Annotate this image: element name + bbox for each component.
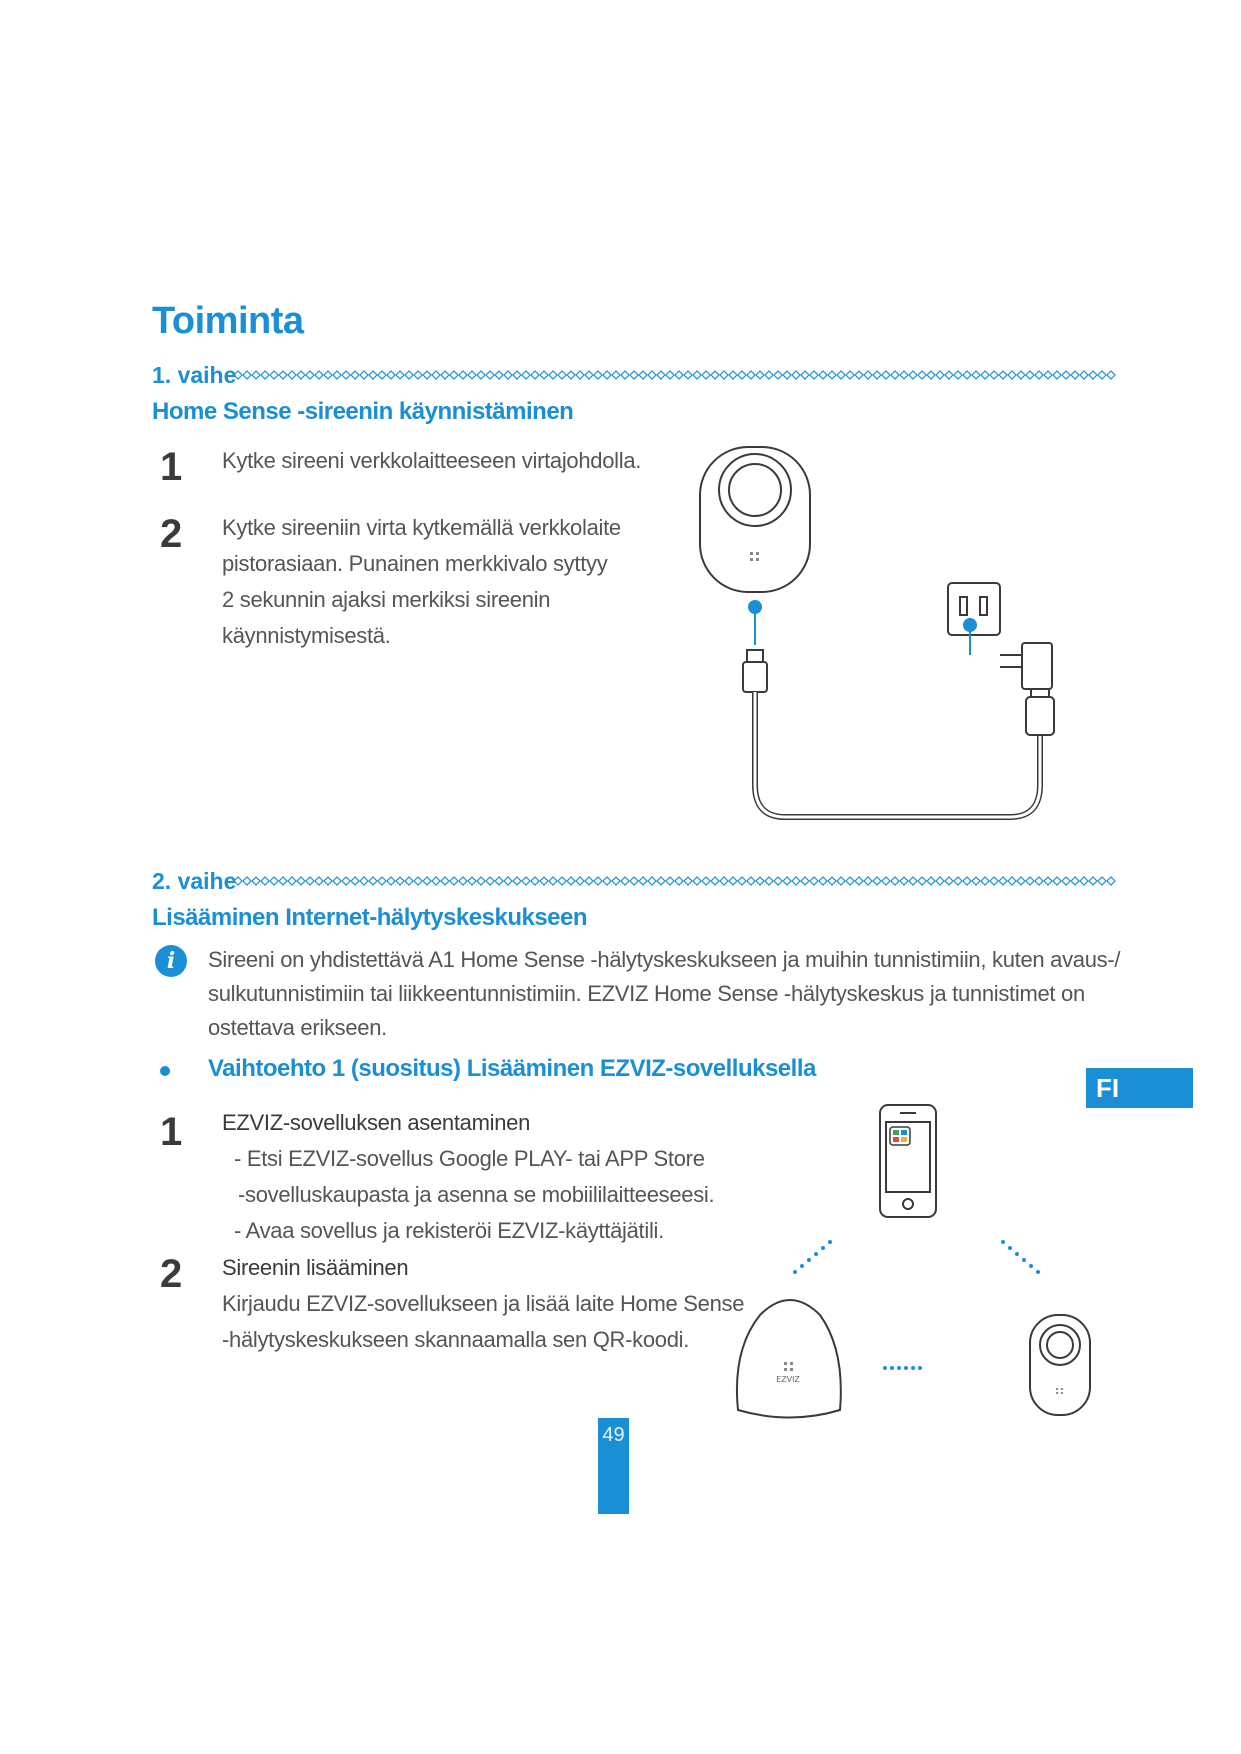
step2-item2-text — [222, 1250, 744, 1358]
diamond-mark — [234, 371, 242, 379]
diamond-mark — [783, 877, 791, 885]
diamond-mark — [1026, 877, 1034, 885]
page-title: Toiminta — [152, 300, 304, 342]
diamond-mark — [369, 877, 377, 885]
diamond-mark — [1044, 877, 1052, 885]
diamond-mark — [315, 371, 323, 379]
diamond-mark — [1062, 877, 1070, 885]
diamond-mark — [774, 877, 782, 885]
diamond-mark — [1107, 371, 1115, 379]
diamond-mark — [567, 371, 575, 379]
diamond-mark — [747, 877, 755, 885]
diamond-mark — [378, 877, 386, 885]
usb-a-plug — [1026, 685, 1054, 735]
diamond-mark — [1017, 877, 1025, 885]
diamond-mark — [738, 877, 746, 885]
diamond-mark — [369, 371, 377, 379]
diamond-mark — [396, 371, 404, 379]
info-icon: i — [155, 945, 187, 977]
diamond-mark — [405, 371, 413, 379]
diamond-mark — [648, 371, 656, 379]
diamond-mark — [324, 371, 332, 379]
diamond-mark — [846, 877, 854, 885]
diamond-mark — [981, 371, 989, 379]
diamond-mark — [396, 877, 404, 885]
diamond-mark — [918, 877, 926, 885]
diamond-mark — [360, 371, 368, 379]
diamond-mark — [603, 877, 611, 885]
step2-subheading: Lisääminen Internet-hälytyskeskukseen — [152, 904, 588, 931]
bullet-icon — [160, 1066, 170, 1076]
diamond-mark — [963, 877, 971, 885]
diamond-mark — [1062, 371, 1070, 379]
diamond-mark — [873, 877, 881, 885]
text-line: sulkutunnistimiin tai liikkeentunnistimiin. EZVIZ Home Sense -hälytyskeskus ja tunnistimet on — [208, 981, 1085, 1006]
diamond-mark — [954, 371, 962, 379]
diamond-mark — [747, 371, 755, 379]
diamond-mark — [324, 877, 332, 885]
diamond-mark — [351, 877, 359, 885]
step2-heading: 2. vaihe — [152, 868, 237, 894]
step1-item2-text — [222, 510, 621, 654]
diamond-mark — [981, 877, 989, 885]
diamond-mark — [684, 371, 692, 379]
diamond-mark — [504, 877, 512, 885]
diamond-mark — [882, 877, 890, 885]
diamond-mark — [540, 371, 548, 379]
diamond-mark — [1044, 371, 1052, 379]
diamond-mark — [423, 877, 431, 885]
step2-item1-text — [222, 1105, 714, 1249]
diamond-mark — [756, 371, 764, 379]
diamond-mark — [306, 371, 314, 379]
connection-dots-right — [1001, 1240, 1040, 1274]
diamond-mark — [819, 877, 827, 885]
diamond-mark — [531, 371, 539, 379]
diamond-mark — [675, 877, 683, 885]
hub-brand-label: EZVIZ — [776, 1375, 800, 1384]
diamond-mark — [927, 877, 935, 885]
diamond-mark — [450, 371, 458, 379]
diamond-mark — [864, 371, 872, 379]
diamond-mark — [342, 877, 350, 885]
info-note — [208, 943, 1120, 1045]
diamond-mark — [855, 371, 863, 379]
diamond-mark — [765, 877, 773, 885]
item-title: EZVIZ-sovelluksen asentaminen — [222, 1110, 531, 1135]
diamond-mark — [414, 371, 422, 379]
diamond-mark — [999, 371, 1007, 379]
diamond-mark — [468, 877, 476, 885]
connection-dots-middle — [883, 1366, 922, 1370]
diamond-mark — [603, 371, 611, 379]
diamond-mark — [720, 877, 728, 885]
step1-item2-number: 2 — [160, 512, 183, 556]
diamond-mark — [495, 877, 503, 885]
diamond-mark — [585, 877, 593, 885]
port-indicator — [748, 600, 762, 614]
diamond-mark — [837, 877, 845, 885]
diamond-mark — [252, 371, 260, 379]
text-line: - Etsi EZVIZ-sovellus Google PLAY- tai APP Store — [234, 1146, 705, 1171]
diamond-mark — [873, 371, 881, 379]
diamond-mark — [729, 877, 737, 885]
diamond-mark — [1071, 371, 1079, 379]
diamond-mark — [306, 877, 314, 885]
text-line: käynnistymisestä. — [222, 623, 391, 648]
hub-device — [737, 1300, 841, 1418]
diamond-mark — [432, 877, 440, 885]
diamond-mark — [351, 371, 359, 379]
power-cable — [755, 692, 1040, 817]
diamond-mark — [540, 877, 548, 885]
diamond-mark — [945, 877, 953, 885]
diamond-mark — [459, 877, 467, 885]
text-line: Kytke sireeni verkkolaitteeseen virtajohdolla. — [222, 448, 642, 473]
diamond-mark — [801, 371, 809, 379]
diamond-mark — [612, 877, 620, 885]
diamond-mark — [1089, 877, 1097, 885]
power-adapter — [1000, 643, 1052, 689]
diamond-mark — [594, 371, 602, 379]
diamond-mark — [828, 877, 836, 885]
step1-diamond-rule — [230, 368, 1120, 382]
diamond-mark — [990, 877, 998, 885]
diamond-mark — [576, 877, 584, 885]
diamond-mark — [441, 877, 449, 885]
diamond-mark — [270, 371, 278, 379]
diamond-mark — [972, 877, 980, 885]
diamond-mark — [558, 371, 566, 379]
diamond-mark — [711, 371, 719, 379]
diamond-mark — [756, 877, 764, 885]
diamond-mark — [549, 371, 557, 379]
diamond-mark — [288, 371, 296, 379]
diamond-mark — [882, 371, 890, 379]
diamond-mark — [666, 371, 674, 379]
diamond-mark — [927, 371, 935, 379]
diamond-mark — [693, 877, 701, 885]
text-line: Kirjaudu EZVIZ-sovellukseen ja lisää laite Home Sense — [222, 1291, 745, 1316]
diamond-mark — [675, 371, 683, 379]
diamond-mark — [423, 371, 431, 379]
diamond-mark — [1017, 371, 1025, 379]
text-line: -hälytyskeskukseen skannaamalla sen QR-koodi. — [222, 1327, 690, 1352]
diamond-mark — [243, 371, 251, 379]
diamond-mark — [261, 877, 269, 885]
diamond-mark — [1035, 371, 1043, 379]
diamond-mark — [270, 877, 278, 885]
text-line: - Avaa sovellus ja rekisteröi EZVIZ-käyttäjätili. — [234, 1218, 664, 1243]
diamond-mark — [720, 371, 728, 379]
diamond-mark — [783, 371, 791, 379]
diamond-mark — [972, 371, 980, 379]
item-title: Sireenin lisääminen — [222, 1255, 409, 1280]
diamond-mark — [522, 371, 530, 379]
page-number: 49 — [598, 1418, 629, 1514]
diamond-mark — [441, 371, 449, 379]
diamond-mark — [243, 877, 251, 885]
diamond-mark — [531, 877, 539, 885]
diamond-mark — [945, 371, 953, 379]
diamond-mark — [486, 371, 494, 379]
diamond-mark — [936, 877, 944, 885]
diamond-mark — [765, 371, 773, 379]
diamond-mark — [621, 877, 629, 885]
diamond-mark — [909, 371, 917, 379]
text-line: Sireeni on yhdistettävä A1 Home Sense -hälytyskeskukseen ja muihin tunnistimiin, kuten avaus-/ — [208, 947, 1121, 972]
diamond-mark — [1098, 877, 1106, 885]
diamond-mark — [279, 877, 287, 885]
diamond-mark — [585, 371, 593, 379]
option-title: Vaihtoehto 1 (suositus) Lisääminen EZVIZ-sovelluksella — [208, 1055, 816, 1082]
diamond-mark — [801, 877, 809, 885]
diamond-mark — [576, 371, 584, 379]
diamond-mark — [594, 877, 602, 885]
diamond-mark — [297, 877, 305, 885]
diamond-mark — [837, 371, 845, 379]
step2-diamond-rule — [230, 874, 1120, 888]
diamond-mark — [1008, 371, 1016, 379]
diamond-mark — [288, 877, 296, 885]
diamond-mark — [963, 371, 971, 379]
diamond-mark — [639, 877, 647, 885]
diamond-mark — [702, 371, 710, 379]
diamond-mark — [1053, 371, 1061, 379]
diamond-mark — [648, 877, 656, 885]
text-line: -sovelluskaupasta ja asenna se mobiililaitteeseesi. — [238, 1182, 715, 1207]
diamond-mark — [234, 877, 242, 885]
diamond-mark — [909, 877, 917, 885]
step2-item1-number: 1 — [160, 1110, 183, 1154]
diamond-mark — [729, 371, 737, 379]
diamond-mark — [1107, 877, 1115, 885]
diamond-mark — [252, 877, 260, 885]
text-line: Kytke sireeniin virta kytkemällä verkkolaite — [222, 515, 621, 540]
diamond-mark — [702, 877, 710, 885]
app-hub-siren-illustration — [720, 1100, 1120, 1440]
diamond-mark — [864, 877, 872, 885]
diamond-mark — [999, 877, 1007, 885]
diamond-mark — [468, 371, 476, 379]
diamond-mark — [342, 371, 350, 379]
diamond-mark — [504, 371, 512, 379]
diamond-mark — [792, 877, 800, 885]
diamond-mark — [792, 371, 800, 379]
diamond-mark — [558, 877, 566, 885]
connection-dots-left — [793, 1240, 832, 1274]
diamond-mark — [900, 371, 908, 379]
diamond-mark — [1098, 371, 1106, 379]
diamond-mark — [954, 877, 962, 885]
diamond-mark — [1026, 371, 1034, 379]
diamond-mark — [828, 371, 836, 379]
diamond-mark — [477, 877, 485, 885]
diamond-mark — [450, 877, 458, 885]
diamond-mark — [387, 371, 395, 379]
text-line: ostettava erikseen. — [208, 1015, 387, 1040]
diamond-mark — [1053, 877, 1061, 885]
language-tab: FI — [1086, 1068, 1193, 1108]
micro-usb-plug — [743, 650, 767, 692]
diamond-mark — [261, 371, 269, 379]
diamond-mark — [378, 371, 386, 379]
text-line: pistorasiaan. Punainen merkkivalo syttyy — [222, 551, 608, 576]
diamond-mark — [630, 877, 638, 885]
app-icon — [890, 1127, 910, 1145]
diamond-mark — [477, 371, 485, 379]
diamond-mark — [1071, 877, 1079, 885]
siren-logo — [750, 552, 759, 561]
diamond-mark — [657, 371, 665, 379]
diamond-mark — [711, 877, 719, 885]
diamond-mark — [495, 371, 503, 379]
diamond-mark — [891, 877, 899, 885]
diamond-mark — [855, 877, 863, 885]
siren-power-illustration — [680, 435, 1120, 835]
diamond-mark — [1080, 877, 1088, 885]
diamond-mark — [990, 371, 998, 379]
siren-device — [700, 447, 810, 592]
diamond-mark — [279, 371, 287, 379]
step1-subheading: Home Sense -sireenin käynnistäminen — [152, 398, 574, 425]
diamond-mark — [693, 371, 701, 379]
phone-device — [880, 1105, 936, 1217]
step1-item1-number: 1 — [160, 445, 183, 489]
diamond-mark — [549, 877, 557, 885]
diamond-mark — [738, 371, 746, 379]
diamond-mark — [1080, 371, 1088, 379]
diamond-mark — [513, 877, 521, 885]
diamond-mark — [513, 371, 521, 379]
siren-device-small — [1030, 1315, 1090, 1415]
diamond-mark — [333, 877, 341, 885]
diamond-mark — [1008, 877, 1016, 885]
diamond-mark — [900, 877, 908, 885]
step1-heading: 1. vaihe — [152, 362, 237, 388]
diamond-mark — [612, 371, 620, 379]
diamond-mark — [846, 371, 854, 379]
diamond-mark — [1089, 371, 1097, 379]
diamond-mark — [387, 877, 395, 885]
diamond-mark — [774, 371, 782, 379]
diamond-mark — [315, 877, 323, 885]
diamond-mark — [810, 371, 818, 379]
diamond-mark — [459, 371, 467, 379]
text-line: 2 sekunnin ajaksi merkiksi sireenin — [222, 587, 551, 612]
step1-item1-text — [222, 443, 641, 479]
diamond-mark — [1035, 877, 1043, 885]
diamond-mark — [810, 877, 818, 885]
diamond-mark — [297, 371, 305, 379]
diamond-mark — [486, 877, 494, 885]
diamond-mark — [684, 877, 692, 885]
diamond-mark — [657, 877, 665, 885]
diamond-mark — [405, 877, 413, 885]
diamond-mark — [891, 371, 899, 379]
diamond-mark — [360, 877, 368, 885]
diamond-mark — [666, 877, 674, 885]
diamond-mark — [639, 371, 647, 379]
diamond-mark — [567, 877, 575, 885]
diamond-mark — [918, 371, 926, 379]
diamond-mark — [432, 371, 440, 379]
diamond-mark — [522, 877, 530, 885]
diamond-mark — [630, 371, 638, 379]
diamond-mark — [819, 371, 827, 379]
diamond-mark — [333, 371, 341, 379]
step2-item2-number: 2 — [160, 1252, 183, 1296]
diamond-mark — [621, 371, 629, 379]
diamond-mark — [414, 877, 422, 885]
diamond-mark — [936, 371, 944, 379]
